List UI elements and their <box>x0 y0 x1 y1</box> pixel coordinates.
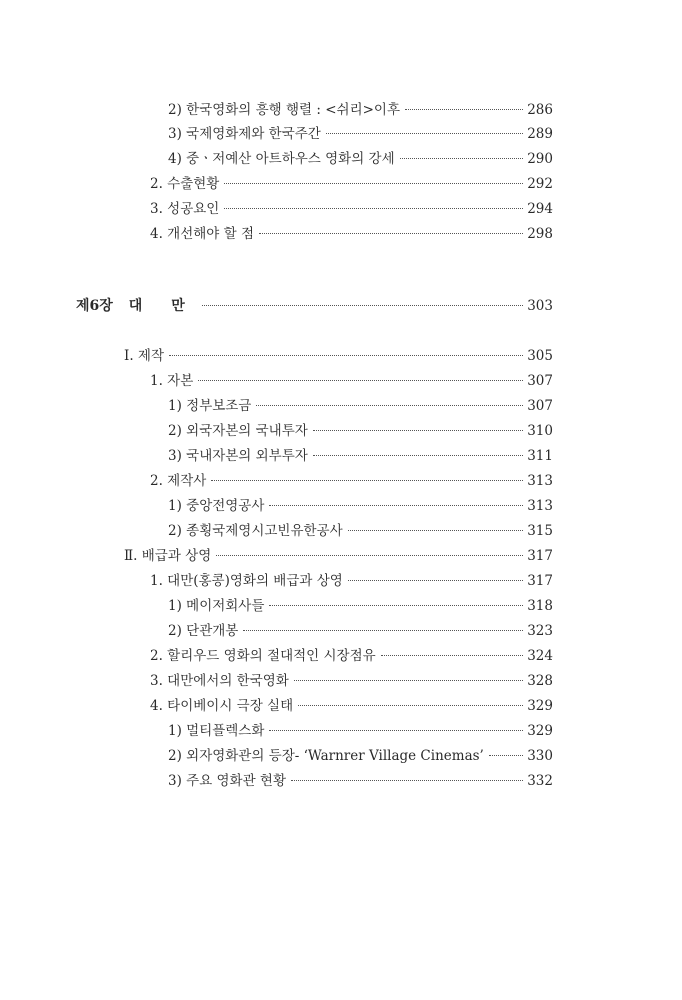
toc-entry-label: 1) 멀티플렉스화 <box>168 723 265 739</box>
dot-leader <box>198 380 523 381</box>
dot-leader <box>256 405 523 406</box>
toc-entry-page: 290 <box>527 151 553 167</box>
toc-entry <box>150 223 553 245</box>
toc-entry-label: 2. 제작사 <box>150 473 207 489</box>
toc-entry <box>150 670 553 692</box>
toc-entry-label: 1. 대만(홍콩)영화의 배급과 상영 <box>150 573 343 589</box>
toc-entry <box>168 148 553 170</box>
toc-entry-page: 313 <box>527 473 553 489</box>
toc-entry <box>124 545 553 567</box>
toc-entry <box>168 720 553 742</box>
toc-entry-page: 294 <box>527 201 553 217</box>
chapter-page: 303 <box>527 298 553 314</box>
dot-leader <box>381 655 524 656</box>
toc-entry-page: 328 <box>527 673 553 689</box>
toc-entry-page: 305 <box>527 348 553 364</box>
toc-entry-label: 2) 한국영화의 흥행 행렬 : <쉬리>이후 <box>168 102 401 118</box>
toc-entry-page: 323 <box>527 623 553 639</box>
toc-entry-page: 286 <box>527 102 553 118</box>
dot-leader <box>348 580 523 581</box>
toc-entry <box>168 745 553 767</box>
toc-entry-label: 1) 중앙전영공사 <box>168 498 265 514</box>
dot-leader <box>269 730 523 731</box>
toc-entry-page: 317 <box>527 548 553 564</box>
toc-entry-page: 317 <box>527 573 553 589</box>
toc-entry-label: 2) 종횡국제영시고빈유한공사 <box>168 523 343 539</box>
chapter-label <box>76 295 197 317</box>
toc-entry <box>124 345 553 367</box>
toc-entry-label: 3) 국제영화제와 한국주간 <box>168 126 321 142</box>
toc-entry-page: 318 <box>527 598 553 614</box>
dot-leader <box>291 780 523 781</box>
toc-entry-page: 329 <box>527 698 553 714</box>
toc-entry <box>168 520 553 542</box>
dot-leader <box>313 430 523 431</box>
toc-entry <box>168 395 553 417</box>
toc-entry-label: 2) 외자영화관의 등장- ‘Warnrer Village Cinemas’ <box>168 748 484 764</box>
dot-leader <box>211 480 523 481</box>
chapter-number: 제6장 <box>76 298 113 314</box>
toc-entry-label: 2. 할리우드 영화의 절대적인 시장점유 <box>150 648 376 664</box>
toc-entry-label: 3. 성공요인 <box>150 201 220 217</box>
toc-entry-label: 4) 중ㆍ저예산 아트하우스 영화의 강세 <box>168 151 395 167</box>
toc-entry-label: 2) 외국자본의 국내투자 <box>168 423 308 439</box>
toc-entry-page: 307 <box>527 373 553 389</box>
chapter-heading <box>76 295 553 317</box>
toc-entry-page: 315 <box>527 523 553 539</box>
toc-entry-label: Ⅱ. 배급과 상영 <box>124 548 212 564</box>
toc-entry-label: 1. 자본 <box>150 373 194 389</box>
toc-entry <box>168 620 553 642</box>
toc-entry <box>150 695 553 717</box>
toc-entry-page: 313 <box>527 498 553 514</box>
toc-entry-page: 292 <box>527 176 553 192</box>
toc-entry <box>150 173 553 195</box>
toc-entry-label: 2) 단관개봉 <box>168 623 239 639</box>
dot-leader <box>294 680 523 681</box>
toc-entry-page: 329 <box>527 723 553 739</box>
dot-leader <box>224 183 523 184</box>
dot-leader <box>169 355 523 356</box>
toc-entry <box>168 495 553 517</box>
chapter-title: 대 만 <box>128 298 197 314</box>
dot-leader <box>259 233 523 234</box>
toc-entry-label: 4. 타이베이시 극장 실태 <box>150 698 294 714</box>
dot-leader <box>313 455 523 456</box>
dot-leader <box>224 208 523 209</box>
dot-leader <box>269 505 523 506</box>
toc-entry <box>150 570 553 592</box>
toc-entry <box>150 470 553 492</box>
toc-entry-page: 311 <box>527 448 553 464</box>
toc-entry-page: 310 <box>527 423 553 439</box>
dot-leader <box>326 133 523 134</box>
toc-entry <box>168 420 553 442</box>
dot-leader <box>243 630 523 631</box>
dot-leader <box>400 158 524 159</box>
dot-leader <box>405 109 523 110</box>
toc-entry-label: 3) 주요 영화관 현황 <box>168 773 287 789</box>
dot-leader <box>348 530 524 531</box>
toc-entry-label: 1) 정부보조금 <box>168 398 252 414</box>
dot-leader <box>298 705 523 706</box>
toc-entry-page: 324 <box>527 648 553 664</box>
toc-entry <box>168 445 553 467</box>
dot-leader <box>269 605 523 606</box>
dot-leader <box>216 555 523 556</box>
toc-entry <box>168 123 553 145</box>
toc-entry-label: Ⅰ. 제작 <box>124 348 164 364</box>
toc-entry <box>168 99 553 121</box>
toc-entry-label: 3. 대만에서의 한국영화 <box>150 673 289 689</box>
toc-entry <box>150 198 553 220</box>
toc-entry-page: 289 <box>527 126 553 142</box>
toc-entry-page: 330 <box>527 748 553 764</box>
toc-entry-label: 1) 메이저회사들 <box>168 598 265 614</box>
toc-entry-page: 307 <box>527 398 553 414</box>
toc-entry <box>168 770 553 792</box>
toc-entry <box>150 645 553 667</box>
toc-entry <box>168 595 553 617</box>
toc-entry <box>150 370 553 392</box>
toc-entry-label: 3) 국내자본의 외부투자 <box>168 448 308 464</box>
dot-leader <box>202 305 523 306</box>
toc-entry-page: 298 <box>527 226 553 242</box>
toc-entry-label: 2. 수출현황 <box>150 176 220 192</box>
toc-entry-page: 332 <box>527 773 553 789</box>
toc-entry-label: 4. 개선해야 할 점 <box>150 226 254 242</box>
dot-leader <box>489 755 523 756</box>
